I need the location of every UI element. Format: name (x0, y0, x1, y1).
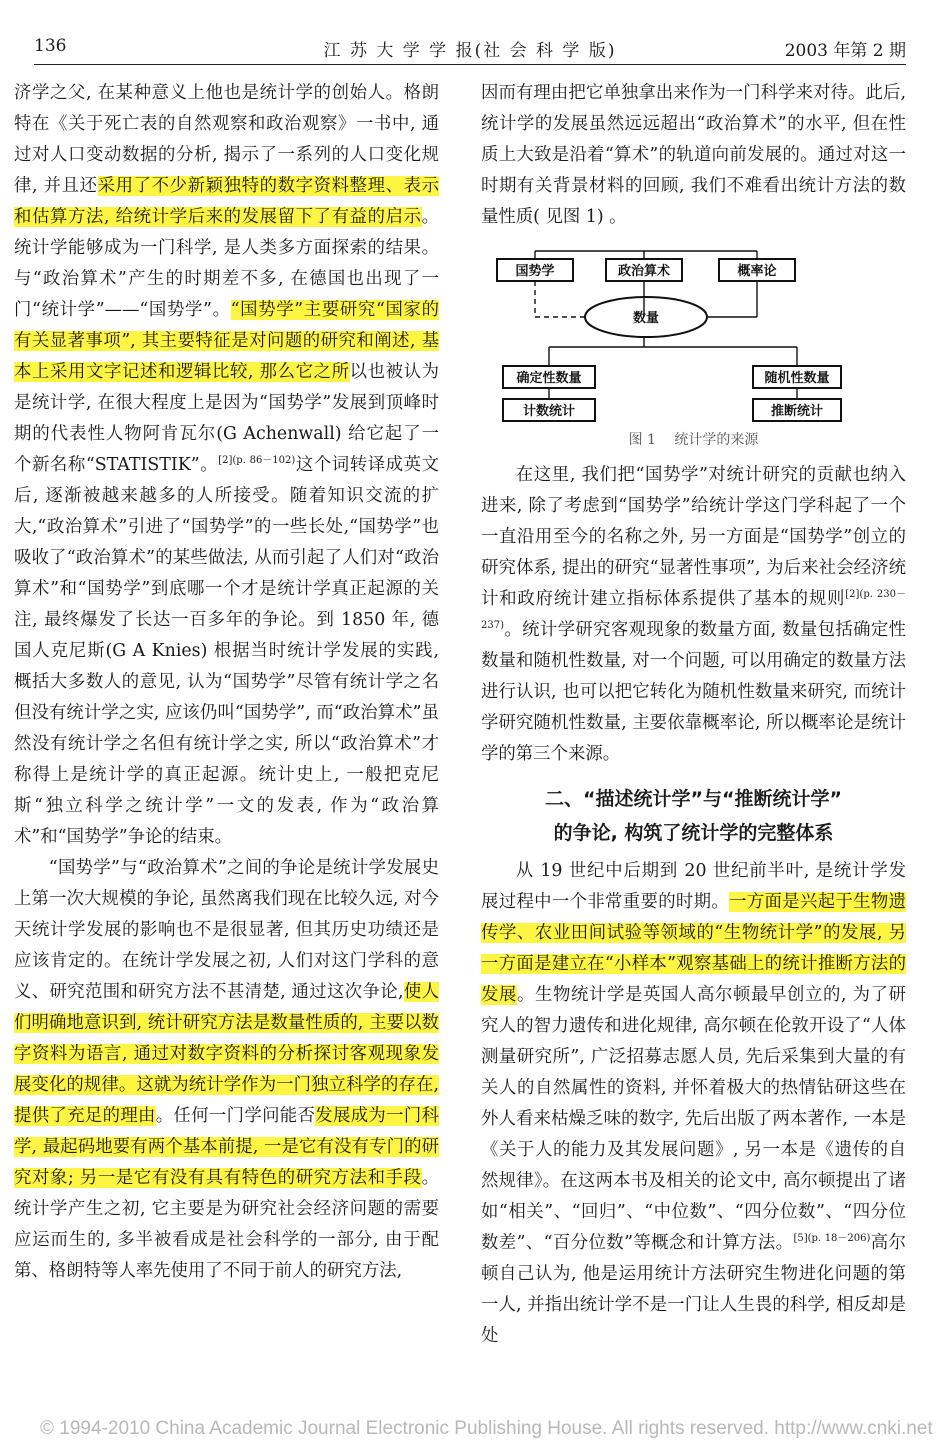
label-jishu: 计数统计 (522, 404, 576, 419)
right-column (481, 78, 906, 1352)
label-suiji: 随机性数量 (764, 371, 830, 386)
highlight: 发展成为一门科学, 最起码地要有两个基本前提, 一是它有没有专门的研究对象; 另一是它有没有具有特色的研究方法和手段 (14, 1106, 439, 1188)
label-tuiduan: 推断统计 (770, 404, 824, 419)
label-queding: 确定性数量 (516, 371, 582, 386)
paragraph: 在这里, 我们把“国势学”对统计研究的贡献也纳入进来, 除了考虑到“国势学”给统计学这门学科起了一个一直沿用至今的名称之外, 另一方面是“国势学”创立的研究体系, 提出的研究“显著性事项”, 为后来社会经济统计和政府统计建立指标体系提供了基本的规则$^{[2](p. 230-237)}$。统计学研究客观现象的数量方面, 数量包括确定性数量和随机性数量, 对一个问题, 可以用确定的数量方法进行认识, 也可以把它转化为随机性数量来研究, 而统计学研究随机性数量, 主要依靠概率论, 所以概率论是统计学的第三个来源。 (481, 465, 906, 764)
label-guoshi: 国势学 (515, 264, 555, 279)
highlight: 采用了不少新颖独特的数字资料整理、表示和估算方法, 给统计学后来的发展留下了有益的启示 (14, 176, 439, 227)
highlight: “国势学”主要研究“国家的有关显著事项”, 其主要特征是对问题的研究和阐述, 基本上采用文字记述和逻辑比较, 那么它之所 (14, 300, 439, 382)
paragraph: “国势学”与“政治算术”之间的争论是统计学发展史上第一次大规模的争论, 虽然离我们现在比较久远, 对今天统计学发展的影响也不是很显著, 但其历史功绩还是应该肯定的。在统计学发展之初, 人们对这门学科的意义、研究范围和研究方法不甚清楚, 通过这次争论,使人们明确地意识到, 统计研究方法是数量性质的, 主要以数字资料为语言, 通过对数字资料的分析探讨客观现象发展变化的规律。这就为统计学作为一门独立科学的存在, 提供了充足的理由。任何一门学问能否发展成为一门科学, 最起码地要有两个基本前提, 一是它有没有专门的研究对象; 另一是它有没有具有特色的研究方法和手段。统计学产生之初, 它主要是为研究社会经济问题的需要应运而生的, 多半被看成是社会科学的一部分, 由于配第、格朗特等人率先使用了不同于前人的研究方法, (14, 858, 439, 1281)
page-number: 136 (34, 36, 67, 56)
section-heading: 二、“描述统计学”与“推断统计学” 的争论, 构筑了统计学的完整体系 (545, 788, 842, 844)
citation: [5](p. 18－206) (793, 1233, 871, 1245)
highlight: 使人们明确地意识到, 统计研究方法是数量性质的, 主要以数字资料为语言, 通过对数字资料的分析探讨客观现象发展变化的规律。这就为统计学作为一门独立科学的存在, 提供了充足的理由 (14, 982, 439, 1126)
page-header (34, 30, 906, 60)
figure-diagram (481, 239, 906, 424)
label-gailv: 概率论 (737, 264, 777, 279)
left-column (14, 78, 439, 1287)
citation: [2](p. 230－237) (481, 589, 906, 632)
paragraph: 因而有理由把它单独拿出来作为一门科学来对待。此后, 统计学的发展虽然远远超出“政治算术”的水平, 但在性质上大致是沿着“算术”的轨道向前发展的。通过对这一时期有关背景材料的回顾, 我们不难看出统计方法的数量性质( 见图 1) 。 (481, 83, 906, 227)
citation: [2](p. 86－102) (218, 455, 296, 467)
dashed-connector (535, 281, 585, 317)
label-shuliang: 数量 (632, 311, 660, 326)
paragraph: 济学之父, 在某种意义上他也是统计学的创始人。格朗特在《关于死亡表的自然观察和政治观察》一书中, 通过对人口变动数据的分析, 揭示了一系列的人口变化规律, 并且还采用了不少新颖独特的数字资料整理、表示和估算方法, 给统计学后来的发展留下了有益的启示。统计学能够成为一门科学, 是人类多方面探索的结果。与“政治算术”产生的时期差不多, 在德国也出现了一门“统计学”——“国势学”。“国势学”主要研究“国家的有关显著事项”, 其主要特征是对问题的研究和阐述, 基本上采用文字记述和逻辑比较, 那么它之所以也被认为是统计学, 在很大程度上是因为“国势学”发展到顶峰时期的代表性人物阿肯瓦尔(G Achenwall) 给它起了一个新名称“STATISTIK”。$^{[2](p. 86-102)}$这个词转译成英文后, 逐渐被越来越多的人所接受。随着知识交流的扩大,“政治算术”引进了“国势学”的一些长处,“国势学”也吸收了“政治算术”的某些做法, 从而引起了人们对“政治算术”和“国势学”到底哪一个才是统计学真正起源的关注, 最终爆发了长达一百多年的争论。到 1850 年, 德国人克尼斯(G A Knies) 根据当时统计学发展的实践, 概括大多数人的意见, 认为“国势学”尽管有统计学之名但没有统计学之实, 应该仍叫“国势学”, 而“政治算术”虽然没有统计学之名但有统计学之实, 所以“政治算术”才称得上是统计学的真正起源。统计史上, 一般把克尼斯“独立科学之统计学”一文的发表, 作为“政治算术”和“国势学”争论的结束。 (14, 83, 439, 847)
figure-caption: 图 1 统计学的来源 (628, 432, 759, 448)
paragraph: 从 19 世纪中后期到 20 世纪前半叶, 是统计学发展过程中一个非常重要的时期。一方面是兴起于生物遗传学、农业田间试验等领域的“生物统计学”的发展, 另一方面是建立在“小样本”观察基础上的统计推断方法的发展。生物统计学是英国人高尔顿最早创立的, 为了研究人的智力遗传和进化规律, 高尔顿在伦敦开设了“人体测量研究所”, 广泛招募志愿人员, 先后采集到大量的有关人的自然属性的资料, 并怀着极大的热情钻研这些在外人看来枯燥乏味的数字, 先后出版了两本著作, 一本是《关于人的能力及其发展问题》, 另一本是《遗传的自然规律》。在这两本书及相关的论文中, 高尔顿提出了诸如“相关”、“回归”、“中位数”、“四分位数”、“四分位数差”、“百分位数”等概念和计算方法。$^{[5](p. 18-206)}$高尔顿自己认为, 他是运用统计方法研究生物进化问题的第一人, 并指出统计学不是一门让人生畏的科学, 相反却是处 (481, 861, 906, 1346)
issue-label: 2003 年第 2 期 (784, 41, 906, 61)
highlight: 一方面是兴起于生物遗传学、农业田间试验等领域的“生物统计学”的发展, 另一方面是建立在“小样本”观察基础上的统计推断方法的发展 (481, 892, 906, 1005)
header-rule (34, 64, 906, 65)
copyright-watermark: © 1994-2010 China Academic Journal Electronic Publishing House. All rights reserved. http://www.cnki.net (40, 1418, 933, 1439)
figure-statistics-origin (481, 239, 906, 454)
label-zhengzhi: 政治算术 (617, 264, 671, 279)
journal-title: 江 苏 大 学 学 报(社 会 科 学 版) (323, 41, 617, 61)
